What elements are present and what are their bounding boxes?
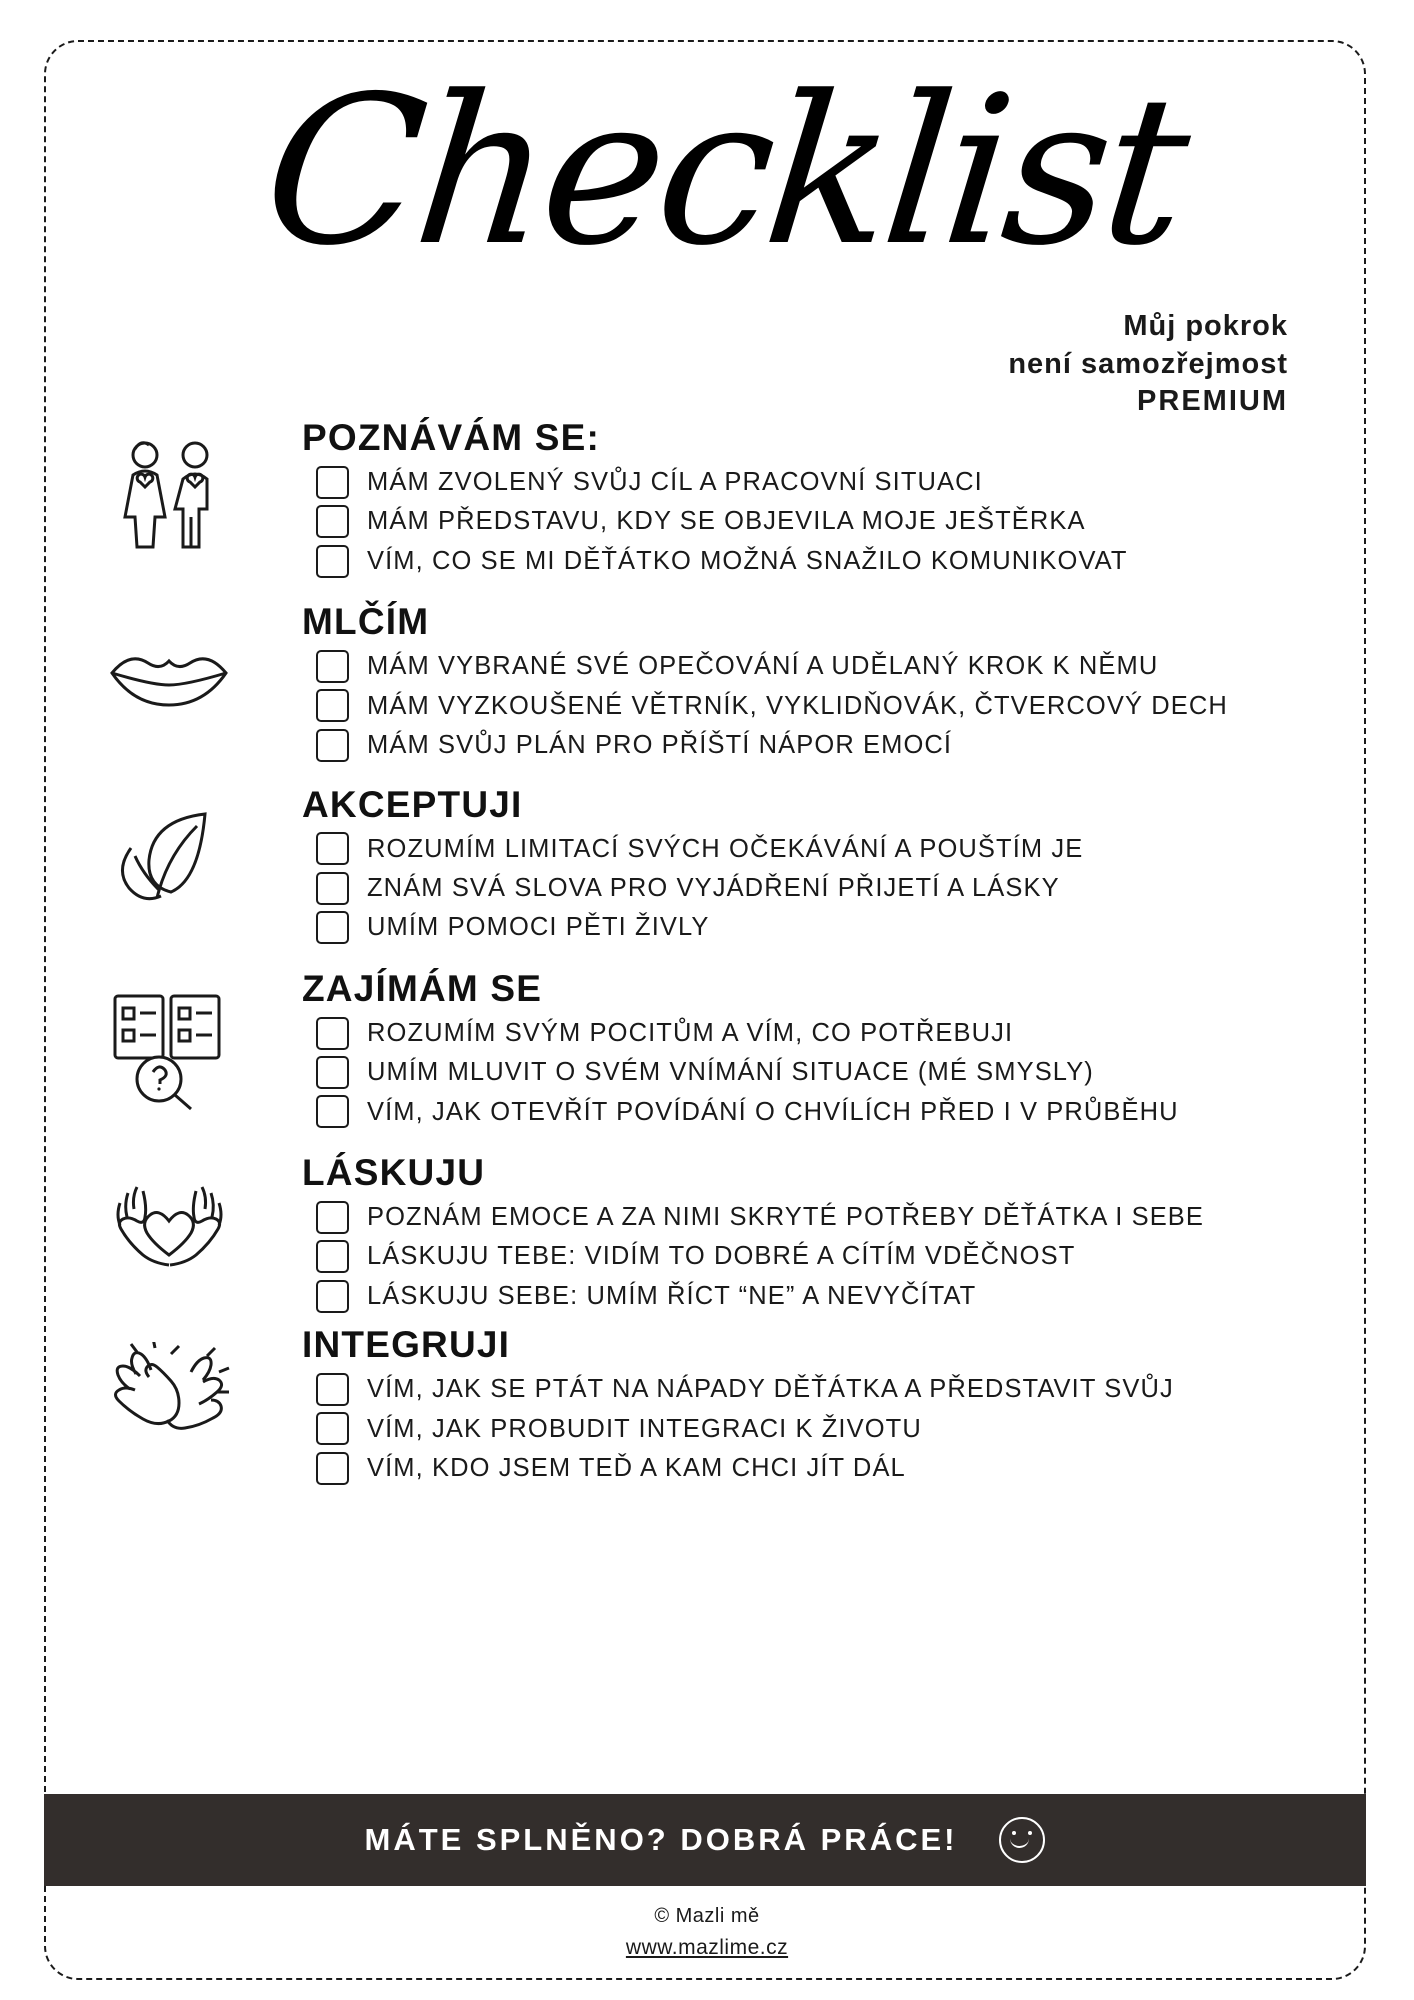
list-item[interactable] bbox=[294, 1451, 1338, 1485]
section-body bbox=[294, 1152, 1366, 1318]
checkbox[interactable] bbox=[316, 1373, 349, 1406]
checkbox[interactable] bbox=[316, 1095, 349, 1128]
checkbox[interactable] bbox=[316, 1452, 349, 1485]
page-title: Checklist bbox=[254, 53, 1194, 291]
item-label: MÁM VYBRANÉ SVÉ OPEČOVÁNÍ A UDĚLANÝ KROK K NĚMU bbox=[367, 652, 1159, 681]
section-body bbox=[294, 417, 1366, 583]
section-title: ZAJÍMÁM SE bbox=[302, 967, 543, 1009]
section-integruji bbox=[44, 1324, 1366, 1490]
sections-container bbox=[44, 417, 1366, 1497]
section-laskuju bbox=[44, 1152, 1366, 1318]
checkbox[interactable] bbox=[316, 689, 349, 722]
section-mlcim bbox=[44, 601, 1366, 767]
footer-text: MÁTE SPLNĚNO? DOBRÁ PRÁCE! bbox=[364, 1822, 958, 1857]
section-title: INTEGRUJI bbox=[302, 1324, 511, 1366]
checkbox[interactable] bbox=[316, 505, 349, 538]
checkbox[interactable] bbox=[316, 1056, 349, 1089]
clapping-hands-icon bbox=[44, 1324, 294, 1457]
checkbox[interactable] bbox=[316, 911, 349, 944]
hands-heart-icon bbox=[44, 1152, 294, 1282]
list-item[interactable] bbox=[294, 1200, 1338, 1234]
checkbox[interactable] bbox=[316, 1201, 349, 1234]
couple-icon bbox=[44, 417, 294, 555]
subtitle-line-1: Můj pokrok bbox=[1123, 310, 1288, 342]
credit-block bbox=[0, 1905, 1414, 1960]
list-item[interactable] bbox=[294, 1095, 1338, 1129]
item-label: MÁM ZVOLENÝ SVŮJ CÍL A PRACOVNÍ SITUACI bbox=[367, 468, 983, 496]
item-label: ZNÁM SVÁ SLOVA PRO VYJÁDŘENÍ PŘIJETÍ A LÁSKY bbox=[367, 873, 1060, 902]
checkbox[interactable] bbox=[316, 729, 349, 762]
checkbox[interactable] bbox=[316, 1240, 349, 1273]
item-label: ROZUMÍM SVÝM POCITŮM A VÍM, CO POTŘEBUJI bbox=[367, 1018, 1014, 1047]
section-zajimam-se bbox=[44, 968, 1366, 1134]
subtitle-line-3: PREMIUM bbox=[1137, 385, 1288, 418]
section-akceptuji bbox=[44, 784, 1366, 950]
smiley-icon bbox=[999, 1817, 1045, 1863]
item-label: VÍM, CO SE MI DĚŤÁTKO MOŽNÁ SNAŽILO KOMUNIKOVAT bbox=[367, 546, 1128, 575]
section-title: AKCEPTUJI bbox=[302, 783, 523, 825]
section-body bbox=[294, 784, 1366, 950]
checkbox[interactable] bbox=[316, 872, 349, 905]
item-label: ROZUMÍM LIMITACÍ SVÝCH OČEKÁVÁNÍ A POUŠTÍM JE bbox=[367, 834, 1084, 863]
footer-banner bbox=[44, 1794, 1366, 1886]
list-item[interactable] bbox=[294, 1016, 1338, 1050]
checkbox[interactable] bbox=[316, 1017, 349, 1050]
website-link[interactable]: www.mazlime.cz bbox=[625, 1936, 789, 1959]
item-label: LÁSKUJU SEBE: UMÍM ŘÍCT “NE” A NEVYČÍTAT bbox=[367, 1281, 977, 1310]
item-label: MÁM SVŮJ PLÁN PRO PŘÍŠTÍ NÁPOR EMOCÍ bbox=[367, 731, 953, 760]
section-body bbox=[294, 968, 1366, 1134]
list-item[interactable] bbox=[294, 689, 1338, 723]
section-title: LÁSKUJU bbox=[302, 1152, 486, 1194]
item-label: MÁM PŘEDSTAVU, KDY SE OBJEVILA MOJE JEŠTĚRKA bbox=[367, 507, 1086, 536]
section-poznavam-se bbox=[44, 417, 1366, 583]
title-area bbox=[44, 53, 1366, 418]
section-title: MLČÍM bbox=[302, 601, 430, 643]
list-item[interactable] bbox=[294, 1372, 1338, 1406]
item-label: UMÍM MLUVIT O SVÉM VNÍMÁNÍ SITUACE (MÉ SMYSLY) bbox=[367, 1058, 1094, 1087]
copyright-text: © Mazli mě bbox=[654, 1905, 760, 1927]
checkbox[interactable] bbox=[316, 545, 349, 578]
list-item[interactable] bbox=[294, 1239, 1338, 1273]
item-label: LÁSKUJU TEBE: VIDÍM TO DOBRÉ A CÍTÍM VDĚČNOST bbox=[367, 1242, 1076, 1271]
checkbox[interactable] bbox=[316, 650, 349, 683]
list-item[interactable] bbox=[294, 728, 1338, 762]
list-item[interactable] bbox=[294, 1412, 1338, 1446]
lips-icon bbox=[44, 601, 294, 731]
checkbox[interactable] bbox=[316, 466, 349, 499]
list-item[interactable] bbox=[294, 649, 1338, 683]
subtitle-line-2: není samozřejmost bbox=[1008, 347, 1288, 380]
list-item[interactable] bbox=[294, 871, 1338, 905]
list-item[interactable] bbox=[294, 1055, 1338, 1089]
list-item[interactable] bbox=[294, 544, 1338, 578]
section-body bbox=[294, 601, 1366, 767]
checklist-magnifier-icon bbox=[44, 968, 294, 1111]
item-label: UMÍM POMOCI PĚTI ŽIVLY bbox=[367, 913, 710, 942]
checkbox[interactable] bbox=[316, 1280, 349, 1313]
checkbox[interactable] bbox=[316, 832, 349, 865]
item-label: MÁM VYZKOUŠENÉ VĚTRNÍK, VYKLIDŇOVÁK, ČTVERCOVÝ DECH bbox=[367, 691, 1228, 720]
item-label: VÍM, JAK OTEVŘÍT POVÍDÁNÍ O CHVÍLÍCH PŘED I V PRŮBĚHU bbox=[367, 1097, 1179, 1126]
list-item[interactable] bbox=[294, 832, 1338, 866]
leaf-icon bbox=[44, 784, 294, 922]
subtitle-block bbox=[1008, 308, 1288, 421]
item-label: VÍM, JAK PROBUDIT INTEGRACI K ŽIVOTU bbox=[367, 1414, 922, 1443]
list-item[interactable] bbox=[294, 504, 1338, 538]
list-item[interactable] bbox=[294, 465, 1338, 499]
item-label: VÍM, JAK SE PTÁT NA NÁPADY DĚŤÁTKA A PŘEDSTAVIT SVŮJ bbox=[367, 1375, 1174, 1404]
item-label: VÍM, KDO JSEM TEĎ A KAM CHCI JÍT DÁL bbox=[367, 1454, 906, 1483]
list-item[interactable] bbox=[294, 1279, 1338, 1313]
checkbox[interactable] bbox=[316, 1412, 349, 1445]
item-label: POZNÁM EMOCE A ZA NIMI SKRYTÉ POTŘEBY DĚŤÁTKA I SEBE bbox=[367, 1203, 1205, 1232]
section-body bbox=[294, 1324, 1366, 1490]
list-item[interactable] bbox=[294, 910, 1338, 944]
section-title: POZNÁVÁM SE: bbox=[302, 417, 601, 458]
